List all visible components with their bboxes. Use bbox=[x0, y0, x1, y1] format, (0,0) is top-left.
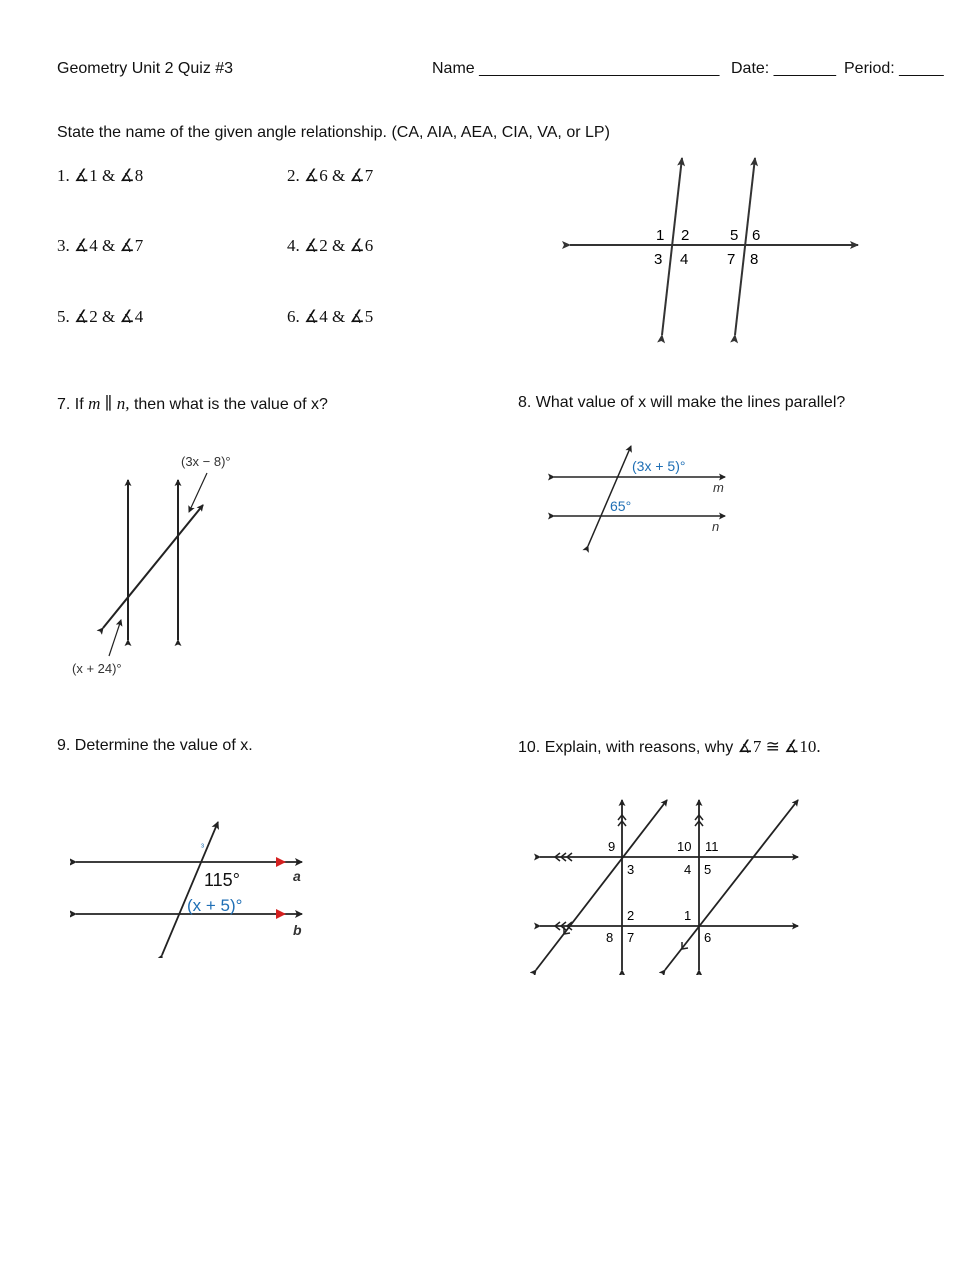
transversal bbox=[103, 505, 203, 628]
line-label-m: m bbox=[713, 480, 724, 495]
question-1: 1. ∡1 & ∡8 bbox=[57, 166, 144, 185]
question-10-prefix: 10. Explain, with reasons, why bbox=[518, 739, 738, 756]
figure-9 bbox=[70, 818, 315, 958]
question-3: 3. ∡4 & ∡7 bbox=[57, 236, 144, 255]
angle-label-10: 10 bbox=[677, 839, 692, 854]
question-10-math: ∡7 ≅ ∡10. bbox=[737, 737, 821, 756]
angle-label-115: 115° bbox=[204, 870, 240, 890]
tick-mark: ³ bbox=[201, 842, 204, 852]
question-6: 6. ∡4 & ∡5 bbox=[287, 307, 374, 326]
question-9: 9. Determine the value of x. bbox=[57, 737, 253, 754]
angle-label-top: (3x + 5)° bbox=[632, 458, 686, 474]
question-7-prefix: 7. If bbox=[57, 396, 89, 413]
angle-label-x5: (x + 5)° bbox=[187, 896, 243, 915]
angle-label-11: 11 bbox=[705, 839, 719, 854]
transversal-right bbox=[735, 158, 755, 335]
period-field[interactable]: Period: _____ bbox=[844, 60, 944, 77]
angle-label-2: 2 bbox=[681, 227, 690, 244]
angle-label-3: 3 bbox=[627, 862, 635, 877]
angle-label-1: 1 bbox=[684, 908, 692, 923]
angle-label-5: 5 bbox=[704, 862, 712, 877]
diagonal-left bbox=[536, 800, 667, 970]
figure-10 bbox=[530, 795, 810, 975]
question-4: 4. ∡2 & ∡6 bbox=[287, 236, 374, 255]
line-label-b: b bbox=[293, 922, 302, 938]
angle-label-5: 5 bbox=[730, 227, 739, 244]
question-8: 8. What value of x will make the lines parallel? bbox=[518, 394, 846, 411]
figure-8 bbox=[548, 438, 748, 553]
angle-label-9: 9 bbox=[608, 839, 616, 854]
question-5: 5. ∡2 & ∡4 bbox=[57, 307, 144, 326]
quiz-title: Geometry Unit 2 Quiz #3 bbox=[57, 60, 234, 77]
angle-label-3: 3 bbox=[654, 251, 663, 268]
angle-label-8: 8 bbox=[750, 251, 759, 268]
pointer-bottom bbox=[109, 620, 121, 656]
angle-label-top: (3x − 8)° bbox=[181, 454, 231, 469]
angle-label-6: 6 bbox=[752, 227, 761, 244]
angle-label-4: 4 bbox=[680, 251, 689, 268]
angle-label-65: 65° bbox=[610, 498, 632, 514]
date-field[interactable]: Date: _______ bbox=[731, 60, 836, 77]
figure-7 bbox=[65, 448, 265, 683]
line-label-a: a bbox=[293, 868, 301, 884]
angle-label-1: 1 bbox=[656, 227, 665, 244]
question-10 bbox=[518, 737, 821, 757]
angle-label-7: 7 bbox=[627, 930, 635, 945]
transversal-figure-1 bbox=[560, 150, 870, 345]
angle-label-7: 7 bbox=[727, 251, 736, 268]
parallel-marker-b bbox=[276, 909, 286, 919]
question-2: 2. ∡6 & ∡7 bbox=[287, 166, 374, 185]
diagonal-right bbox=[665, 800, 798, 970]
transversal-left bbox=[662, 158, 682, 335]
angle-label-2: 2 bbox=[627, 908, 635, 923]
angle-label-4: 4 bbox=[684, 862, 692, 877]
parallel-marker-a bbox=[276, 857, 286, 867]
angle-label-6: 6 bbox=[704, 930, 712, 945]
instructions: State the name of the given angle relationship. (CA, AIA, AEA, CIA, VA, or LP) bbox=[57, 124, 610, 141]
transversal bbox=[588, 446, 631, 546]
angle-label-8: 8 bbox=[606, 930, 614, 945]
question-7 bbox=[57, 394, 328, 414]
question-7-suffix: then what is the value of x? bbox=[129, 396, 328, 413]
question-7-math: m ∥ n, bbox=[88, 394, 130, 413]
line-label-n: n bbox=[712, 519, 720, 534]
name-field[interactable]: Name ___________________________ bbox=[432, 60, 720, 77]
pointer-top bbox=[189, 473, 207, 512]
angle-label-bottom: (x + 24)° bbox=[72, 661, 122, 676]
